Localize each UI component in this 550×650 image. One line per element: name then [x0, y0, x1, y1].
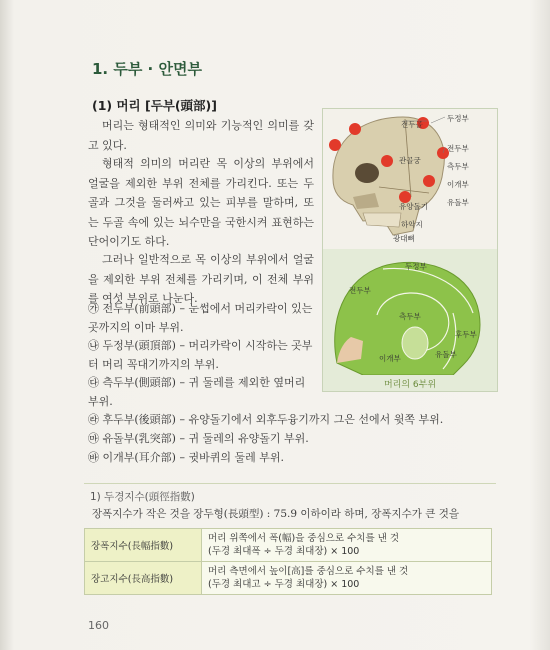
- head-label: 유돌부: [435, 350, 457, 359]
- skull-label: 유돌부: [447, 198, 469, 207]
- formula-line: (두경 최대폭 ÷ 두경 최대장) × 100: [208, 546, 360, 557]
- table-cell-name: 장고지수(長高指數): [85, 562, 202, 595]
- paragraph-1: 머리는 형태적인 의미와 기능적인 의미를 갖고 있다.: [88, 119, 314, 152]
- section-divider: [84, 483, 496, 484]
- page-number: 160: [88, 619, 109, 632]
- list-item: ㉱ 후두부(後頭部) – 유양돌기에서 외후두융기까지 그은 선에서 윗쪽 부위.: [88, 413, 444, 426]
- index-text: 장폭지수가 작은 것을 장두형(長頭型) : 75.9 이하이라 하며, 장폭지수가 큰 것을: [92, 508, 460, 520]
- figure-caption: 머리의 6부위: [383, 380, 437, 390]
- skull-label: 전두부: [447, 144, 469, 153]
- index-title: 1) 두경지수(頭徑指數): [90, 491, 195, 503]
- list-item: ㉲ 유돌부(乳突部) – 귀 둘레의 유양돌기 부위.: [88, 432, 309, 445]
- formula-line: (두경 최대고 ÷ 두경 최대장) × 100: [208, 579, 360, 590]
- skull-label: 측두부: [447, 162, 469, 171]
- desc-line: 머리 위쪽에서 폭(幅)을 중심으로 수치를 낸 것: [208, 533, 400, 544]
- list-item: ㉳ 이개부(耳介部) – 귓바퀴의 둘레 부위.: [88, 451, 284, 464]
- table-cell-name: 장폭지수(長幅指數): [85, 529, 202, 562]
- section-title: 1. 두부 · 안면부: [92, 60, 202, 78]
- head-label: 두정부: [405, 262, 427, 271]
- list-item: ㉯ 두정부(頭頂部) – 머리카락이 시작하는 곳부터 머리 꼭대기까지의 부위.: [88, 339, 313, 371]
- skull-label: 관골궁: [399, 156, 421, 165]
- head-label: 후두부: [455, 330, 477, 339]
- skull-label: 두정부: [447, 114, 469, 123]
- table-cell-desc: [202, 562, 492, 595]
- head-label: 전두부: [349, 286, 371, 295]
- skull-label: 광대뼈: [393, 234, 415, 243]
- list-item: ㉰ 측두부(側頭部) – 귀 둘레를 제외한 옆머리 부위.: [88, 376, 306, 408]
- head-label: 이개부: [379, 354, 401, 363]
- skull-label: 이개부: [447, 180, 469, 189]
- desc-line: 머리 측면에서 높이[高]를 중심으로 수치를 낸 것: [208, 566, 409, 577]
- table-cell-desc: [202, 529, 492, 562]
- paragraph-2: 형태적 의미의 머리란 목 이상의 부위에서 얼굴을 제외한 부위 전체를 가리킨다. 또는 두골과 그것을 둘러싸고 있는 피부를 말하며, 또는 두골 속에 있는 뇌수만을 국한시켜 표현하는 단어이기도 하다.: [88, 157, 314, 248]
- head-label: 측두부: [399, 312, 421, 321]
- table-row: [85, 529, 492, 562]
- table-row: [85, 562, 492, 595]
- paragraph-3: 그러나 일반적으로 목 이상의 부위에서 얼굴을 제외한 부위 전체를 가리키며, 이 전체 부위를 여섯 부위로 나눈다.: [88, 253, 314, 305]
- skull-label: 유양돌기: [399, 202, 428, 211]
- skull-label: 하악지: [401, 220, 423, 229]
- list-item: ㉮ 전두부(前頭部) – 눈썹에서 머리카락이 있는 곳까지의 이마 부위.: [88, 302, 313, 334]
- subsection-title: (1) 머리 [두부(頭部)]: [92, 98, 217, 113]
- index-table: [84, 528, 492, 595]
- skull-label: 전두골: [401, 120, 423, 129]
- head-regions-figure: [322, 108, 498, 392]
